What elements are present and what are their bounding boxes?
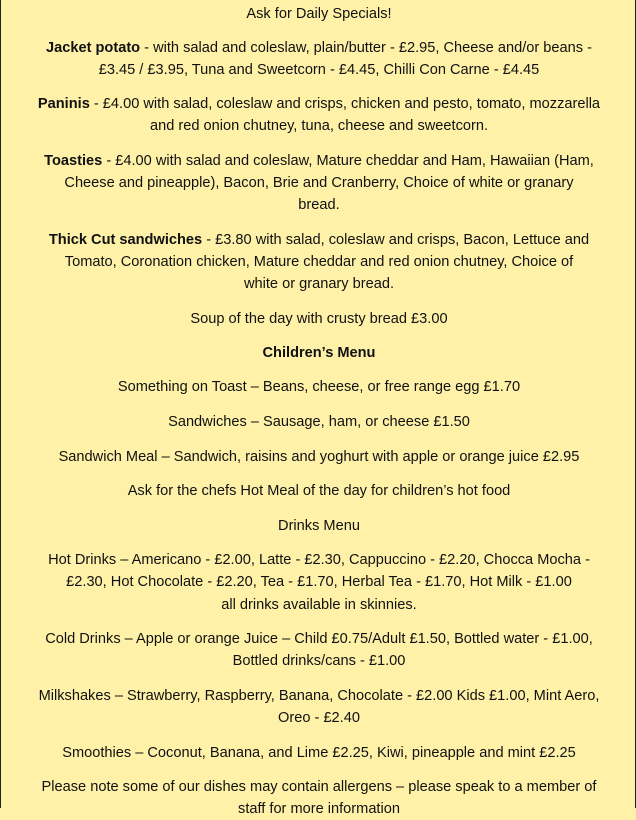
jacket-potato-line-1 [1,37,636,59]
milkshakes-line-1: Milkshakes – Strawberry, Raspberry, Banana, Chocolate - £2.00 Kids £1.00, Mint Aero, [38,688,600,704]
paninis-line-1 [1,93,636,115]
toasties-line-3: bread. [298,197,340,213]
milkshakes-line-2: Oreo - £2.40 [278,710,360,726]
childrens-sandwiches: Sandwiches – Sausage, ham, or cheese £1.50 [168,414,470,430]
childrens-sandwich-meal: Sandwich Meal – Sandwich, raisins and yoghurt with apple or orange juice £2.95 [58,449,580,465]
thick-cut-line-3: white or granary bread. [243,276,395,292]
soup-of-the-day: Soup of the day with crusty bread £3.00 [190,311,448,327]
toasties-name: Toasties [44,153,103,169]
hot-drinks-line-1: Hot Drinks – Americano - £2.00, Latte - £2.30, Cappuccino - £2.20, Chocca Mocha - [48,552,590,568]
jacket-potato-desc-1: - with salad and coleslaw, plain/butter - £2.95, Cheese and/or beans - [140,40,592,56]
hot-drinks-line-3: all drinks available in skinnies. [221,597,417,613]
paninis-name: Paninis [37,96,90,112]
thick-cut-name: Thick Cut sandwiches [48,232,203,248]
hot-drinks-line-2: £2.30, Hot Chocolate - £2.20, Tea - £1.70, Herbal Tea - £1.70, Hot Milk - £1.00 [66,574,572,590]
childrens-hot-meal: Ask for the chefs Hot Meal of the day for children’s hot food [127,483,511,499]
allergen-notice-line-2: staff for more information [238,801,400,817]
jacket-potato-name: Jacket potato [46,40,141,56]
drinks-menu-heading: Drinks Menu [278,518,360,534]
paninis-line-2: and red onion chutney, tuna, cheese and sweetcorn. [149,118,489,134]
cold-drinks-line-2: Bottled drinks/cans - £1.00 [232,653,406,669]
paninis-desc-1: - £4.00 with salad, coleslaw and crisps, chicken and pesto, tomato, mozzarella [89,96,601,112]
thick-cut-desc-1: - £3.80 with salad, coleslaw and crisps, Bacon, Lettuce and [202,232,590,248]
cold-drinks-line-1: Cold Drinks – Apple or orange Juice – Child £0.75/Adult £1.50, Bottled water - £1.00, [45,631,593,647]
smoothies: Smoothies – Coconut, Banana, and Lime £2.25, Kiwi, pineapple and mint £2.25 [62,745,576,761]
allergen-notice-line-1: Please note some of our dishes may contain allergens – please speak to a member of [41,779,597,795]
thick-cut-line-1 [1,229,636,251]
toasties-desc-1: - £4.00 with salad and coleslaw, Mature cheddar and Ham, Hawaiian (Ham, [102,153,594,169]
toasties-line-1 [1,150,636,172]
toasties-line-2: Cheese and pineapple), Bacon, Brie and Cranberry, Choice of white or granary [64,175,574,191]
thick-cut-line-2: Tomato, Coronation chicken, Mature cheddar and red onion chutney, Choice of [64,254,574,270]
childrens-toast: Something on Toast – Beans, cheese, or free range egg £1.70 [117,379,521,395]
jacket-potato-line-2: £3.45 / £3.95, Tuna and Sweetcorn - £4.45, Chilli Con Carne - £4.45 [98,62,540,78]
childrens-menu-heading: Children’s Menu [262,345,376,361]
daily-specials-note: Ask for Daily Specials! [246,6,392,22]
